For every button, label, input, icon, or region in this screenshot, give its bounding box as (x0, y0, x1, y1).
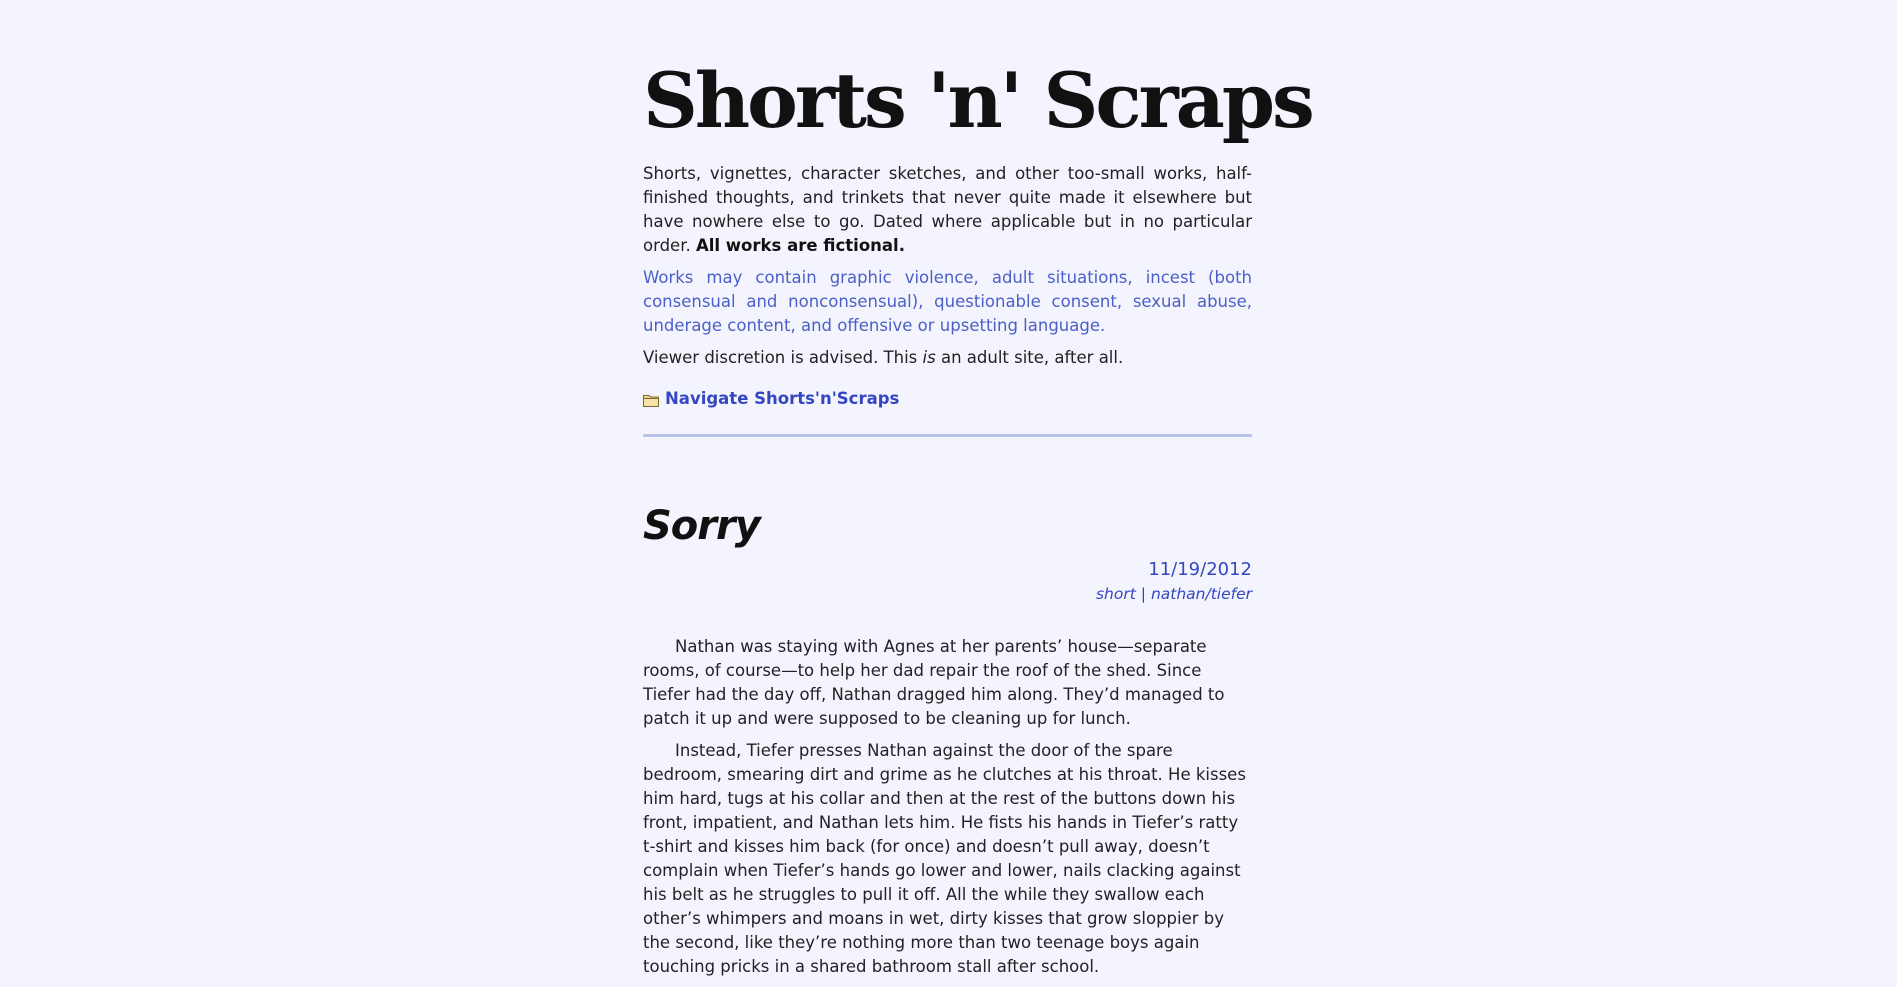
page-container (643, 0, 1312, 987)
folder-icon (643, 392, 659, 405)
tag-characters-link[interactable]: nathan/tiefer (1150, 585, 1252, 603)
site-title: Shorts 'n' Scraps (643, 56, 1312, 145)
post-date: 11/19/2012 (1148, 559, 1252, 580)
navigation-row (643, 386, 1252, 410)
content-warning: Works may contain graphic violence, adult situations, incest (both consensual and nonconsensual), questionable consent, sexual abuse, underage content, and offensive or upsetting language. (643, 268, 1252, 335)
tag-category-link[interactable]: short (1095, 585, 1136, 603)
tag-separator: | (1140, 585, 1146, 603)
discretion-emphasis: is (922, 348, 936, 367)
site-intro-text: Shorts, vignettes, character sketches, and other too-small works, half-finished thoughts, and trinkets that never quite made it elsewhere but have nowhere else to go. Dated where applicable but in no particular order. (643, 164, 1252, 255)
site-intro (643, 162, 1252, 258)
post-paragraph: Instead, Tiefer presses Nathan against the door of the spare bedroom, smearing dirt and grime as he clutches at his throat. He kisses him hard, tugs at his collar and then at the rest of the buttons down his front, impatient, and Nathan lets him. He fists his hands in Tiefer’s ratty t-shirt and kisses him back (for once) and doesn’t pull away, doesn’t complain when Tiefer’s hands go lower and lower, nails clacking against his belt as he struggles to pull it off. All the while they swallow each other’s whimpers and moans in wet, dirty kisses that grow sloppier by the second, like they’re nothing more than two teenage boys again touching pricks in a shared bathroom stall after school. (643, 741, 1246, 976)
post-title: Sorry (643, 503, 760, 549)
header-divider (643, 434, 1252, 437)
site-intro-fiction-notice: All works are fictional. (695, 236, 905, 255)
post-paragraph: Nathan was staying with Agnes at her parents’ house—separate rooms, of course—to help her dad repair the roof of the shed. Since Tiefer had the day off, Nathan dragged him along. They’d managed to patch it up and were supposed to be cleaning up for lunch. (643, 637, 1225, 728)
navigate-shorts-link[interactable]: Navigate Shorts'n'Scraps (665, 388, 900, 408)
discretion-text-after: an adult site, after all. (935, 348, 1124, 367)
post-tags (643, 583, 1252, 605)
discretion-text-before: Viewer discretion is advised. This (643, 348, 923, 367)
discretion-notice (643, 346, 1252, 370)
post-body (643, 635, 1252, 979)
post-article (643, 501, 1252, 979)
